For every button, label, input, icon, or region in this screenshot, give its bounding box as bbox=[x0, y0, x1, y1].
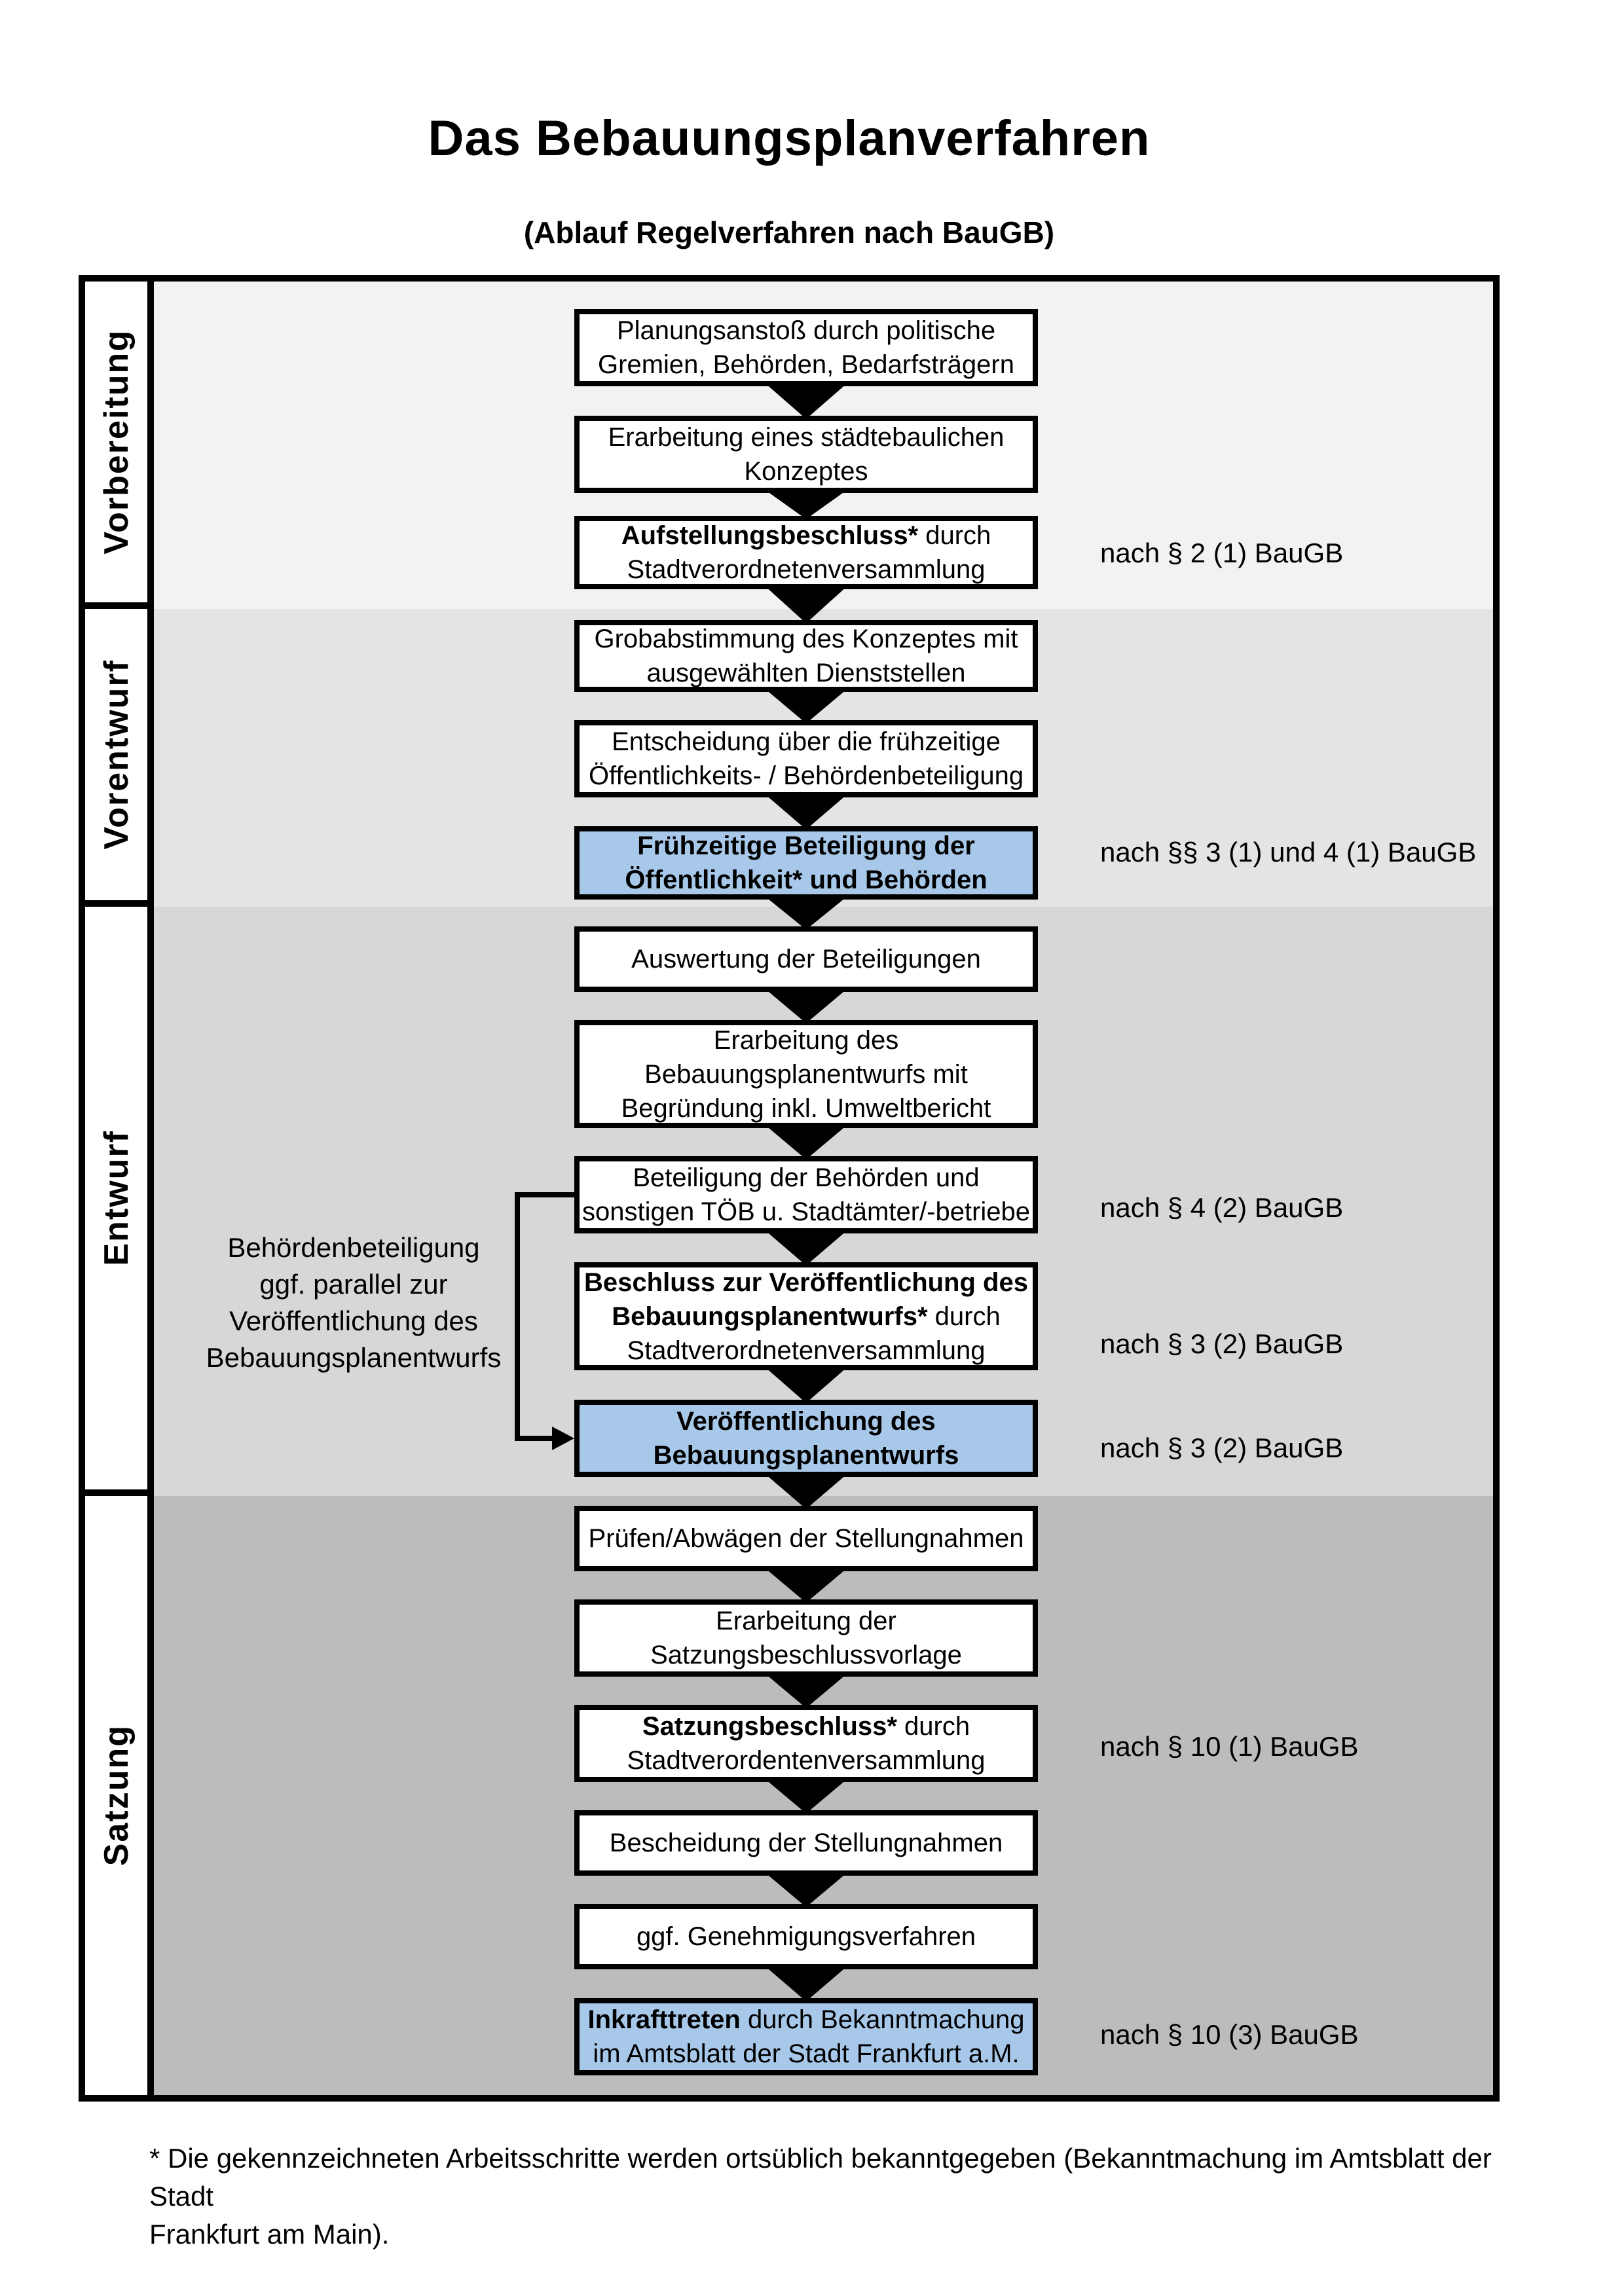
flow-step-text: Veröffentlichung des bbox=[676, 1407, 936, 1436]
parallel-procedure-note-line: ggf. parallel zur bbox=[259, 1269, 448, 1300]
phase-label-text: Vorentwurf bbox=[97, 659, 136, 850]
legal-reference: nach § 10 (3) BauGB bbox=[1100, 2019, 1359, 2050]
down-arrow-icon bbox=[765, 1474, 847, 1509]
flow-step-beschluss-veroeffentlichung bbox=[574, 1262, 1038, 1370]
down-arrow-icon bbox=[765, 896, 847, 930]
flow-step-text: Inkrafttreten durch Bekanntmachung bbox=[587, 2005, 1025, 2034]
legal-reference: nach § 3 (2) BauGB bbox=[1100, 1432, 1344, 1463]
flow-step-text: sonstigen TÖB u. Stadtämter/-betriebe bbox=[581, 1197, 1031, 1226]
flow-step-text: Bebauungsplanentwurfs* durch bbox=[612, 1302, 1001, 1331]
flow-step-text: Satzungsbeschlussvorlage bbox=[650, 1641, 962, 1669]
parallel-procedure-note-line: Behördenbeteiligung bbox=[227, 1232, 480, 1263]
flow-step-text: Satzungsbeschluss* durch bbox=[642, 1712, 970, 1741]
flowchart-frame bbox=[79, 275, 1500, 2102]
phase-label-text: Vorbereitung bbox=[97, 329, 136, 555]
flow-step-beteiligung-behoerden bbox=[574, 1156, 1038, 1233]
flow-layer bbox=[85, 282, 1493, 2095]
flow-step-text: ausgewählten Dienststellen bbox=[646, 659, 966, 687]
flow-step-text: Prüfen/Abwägen der Stellungnahmen bbox=[588, 1524, 1024, 1553]
flow-step-staedtebauliches-konzept bbox=[574, 416, 1038, 493]
down-arrow-icon bbox=[765, 383, 847, 419]
footnote-line: Frankfurt am Main). bbox=[149, 2219, 390, 2250]
parallel-procedure-note-line: Bebauungsplanentwurfs bbox=[206, 1342, 502, 1373]
down-arrow-icon bbox=[765, 1872, 847, 1907]
page-subtitle: (Ablauf Regelverfahren nach BauGB) bbox=[523, 215, 1055, 249]
flow-step-aufstellungsbeschluss bbox=[574, 516, 1038, 589]
flow-step-text: Stadtverordnetenversammlung bbox=[627, 1336, 986, 1365]
flow-step-bescheidung-stellungnahmen bbox=[574, 1810, 1038, 1876]
down-arrow-icon bbox=[765, 1230, 847, 1266]
flow-step-text: Bebauungsplanentwurfs bbox=[653, 1441, 959, 1470]
flow-step-text: Aufstellungsbeschluss* durch bbox=[621, 521, 991, 550]
down-arrow-icon bbox=[765, 989, 847, 1023]
down-arrow-icon bbox=[765, 1673, 847, 1708]
flow-step-text: Bescheidung der Stellungnahmen bbox=[609, 1829, 1003, 1857]
phase-label-text: Satzung bbox=[97, 1724, 136, 1867]
flow-step-text: Frühzeitige Beteiligung der bbox=[637, 831, 975, 860]
flow-step-genehmigungsverfahren bbox=[574, 1904, 1038, 1969]
flow-step-text: Entscheidung über die frühzeitige bbox=[612, 727, 1001, 756]
flow-step-entscheidung-beteiligung bbox=[574, 720, 1038, 797]
flow-step-text: Beteiligung der Behörden und bbox=[633, 1163, 980, 1192]
down-arrow-icon bbox=[765, 1779, 847, 1813]
down-arrow-icon bbox=[765, 1568, 847, 1603]
flow-step-erarbeitung-entwurf bbox=[574, 1020, 1038, 1128]
page-title: Das Bebauungsplanverfahren bbox=[428, 111, 1151, 166]
legal-reference: nach § 4 (2) BauGB bbox=[1100, 1192, 1344, 1223]
flow-step-text: Planungsanstoß durch politische bbox=[616, 316, 996, 345]
flow-step-text: Beschluss zur Veröffentlichung des bbox=[584, 1267, 1028, 1297]
down-arrow-icon bbox=[765, 1125, 847, 1159]
flow-step-planungsanstoss bbox=[574, 309, 1038, 386]
down-arrow-icon bbox=[765, 1367, 847, 1403]
legal-reference: nach § 2 (1) BauGB bbox=[1100, 538, 1344, 568]
legal-reference: nach §§ 3 (1) und 4 (1) BauGB bbox=[1100, 837, 1477, 867]
flow-step-text: Erarbeitung des bbox=[713, 1025, 899, 1055]
down-arrow-icon bbox=[765, 490, 847, 519]
down-arrow-icon bbox=[765, 1966, 847, 2001]
flow-step-text: Stadtverordentenversammlung bbox=[627, 1746, 986, 1775]
flow-step-fruehzeitige-beteiligung bbox=[574, 826, 1038, 900]
footnote bbox=[149, 2140, 1538, 2253]
footnote-line: * Die gekennzeichneten Arbeitsschritte werden ortsüblich bekanntgegeben (Bekanntmachung im Amtsblatt der Stadt bbox=[149, 2143, 1492, 2212]
flow-step-text: Auswertung der Beteiligungen bbox=[631, 945, 981, 974]
parallel-procedure-note-line: Veröffentlichung des bbox=[229, 1305, 478, 1336]
legal-reference: nach § 10 (1) BauGB bbox=[1100, 1731, 1359, 1762]
flow-step-satzungsbeschlussvorlage bbox=[574, 1599, 1038, 1677]
down-arrow-icon bbox=[765, 689, 847, 723]
flow-step-text: Konzeptes bbox=[744, 457, 868, 486]
legal-reference: nach § 3 (2) BauGB bbox=[1100, 1328, 1344, 1359]
flow-step-inkrafttreten bbox=[574, 1998, 1038, 2075]
flow-step-text: Bebauungsplanentwurfs mit bbox=[644, 1059, 968, 1089]
right-arrow-head-icon bbox=[552, 1427, 574, 1450]
flow-step-grobabstimmung bbox=[574, 620, 1038, 692]
flow-step-text: Stadtverordnetenversammlung bbox=[627, 555, 986, 584]
parallel-connector-bottom-line bbox=[515, 1436, 553, 1441]
down-arrow-icon bbox=[765, 794, 847, 829]
phase-label-text: Entwurf bbox=[97, 1130, 136, 1266]
flow-step-text: Erarbeitung eines städtebaulichen bbox=[608, 423, 1005, 452]
flow-step-text: Öffentlichkeits- / Behördenbeteiligung bbox=[588, 761, 1024, 790]
flow-step-text: Gremien, Behörden, Bedarfsträgern bbox=[598, 350, 1014, 379]
flow-step-veroeffentlichung-entwurf bbox=[574, 1400, 1038, 1477]
flow-step-text: Begründung inkl. Umweltbericht bbox=[621, 1093, 991, 1123]
flow-step-text: Grobabstimmung des Konzeptes mit bbox=[594, 625, 1018, 653]
parallel-procedure-note bbox=[170, 1230, 537, 1376]
flow-step-auswertung-beteiligungen bbox=[574, 926, 1038, 992]
parallel-connector-vertical-line bbox=[515, 1192, 520, 1441]
flow-step-satzungsbeschluss bbox=[574, 1705, 1038, 1782]
flow-step-text: im Amtsblatt der Stadt Frankfurt a.M. bbox=[593, 2039, 1020, 2068]
flow-step-text: ggf. Genehmigungsverfahren bbox=[636, 1922, 976, 1951]
flow-step-text: Öffentlichkeit* und Behörden bbox=[625, 866, 987, 894]
flow-step-pruefen-abwaegen bbox=[574, 1506, 1038, 1571]
parallel-connector-top-line bbox=[515, 1192, 574, 1197]
down-arrow-icon bbox=[765, 586, 847, 623]
flow-step-text: Erarbeitung der bbox=[716, 1607, 896, 1635]
